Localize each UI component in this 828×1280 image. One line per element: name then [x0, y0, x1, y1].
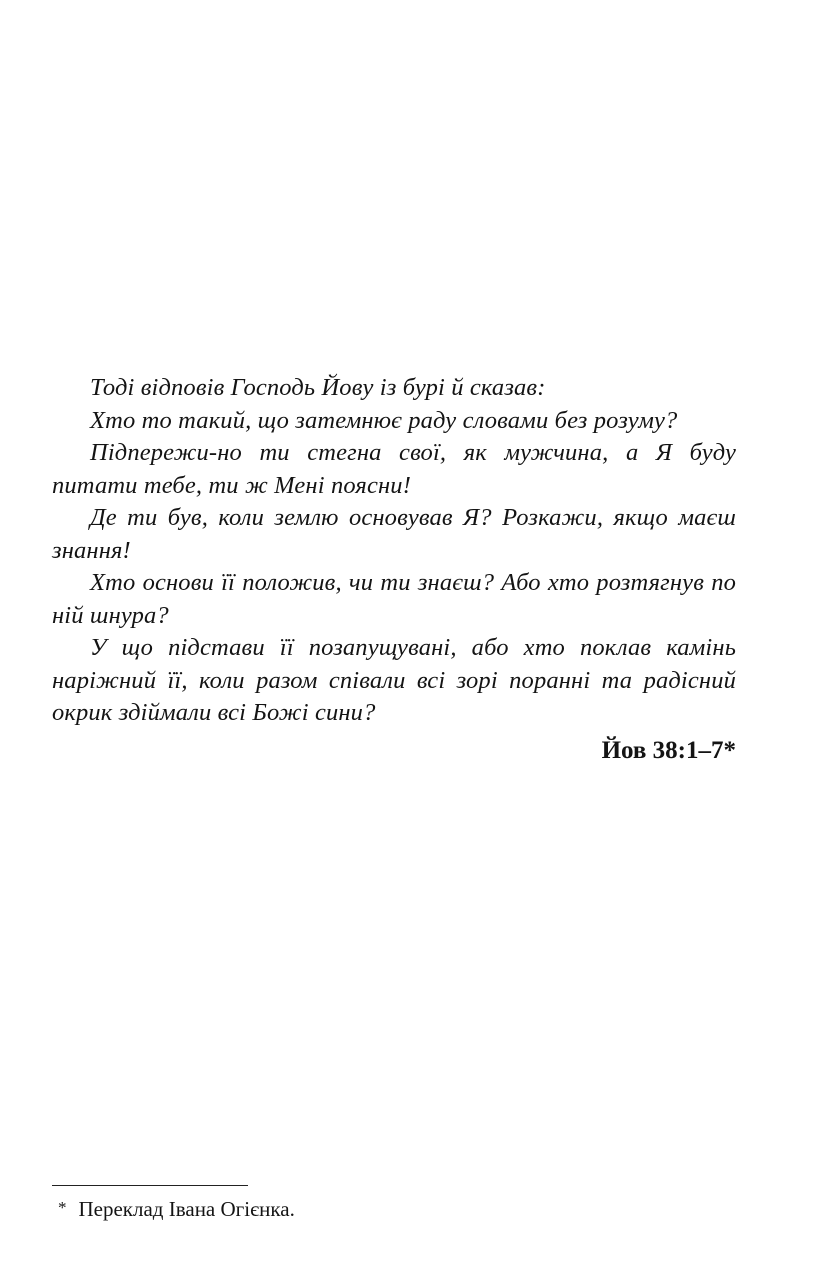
verse-3: Підпережи-но ти стегна свої, як мужчина, а Я буду питати тебе, ти ж Мені поясни!	[52, 439, 736, 499]
footnote-divider	[52, 1185, 248, 1186]
epigraph	[52, 372, 736, 730]
verse-2: Хто то такий, що затемнює раду словами без розуму?	[90, 406, 678, 434]
verse-6: У що підстави її позапущувані, або хто поклав камінь наріжний її, коли разом співали всі зорі поранні та радісний окрик здіймали всі Божі сини?	[52, 634, 736, 726]
footnote	[58, 1193, 295, 1224]
verse-1: Тоді відповів Господь Йову із бурі й сказав:	[90, 374, 546, 401]
scripture-reference: Йов 38:1–7*	[601, 737, 736, 764]
footnote-marker: *	[58, 1198, 67, 1217]
verse-4: Де ти був, коли землю основував Я? Розкажи, якщо маєш знання!	[52, 504, 736, 564]
footnote-text: Переклад Івана Огієнка.	[78, 1197, 295, 1221]
verse-5: Хто основи її положив, чи ти знаєш? Або хто розтягнув по ній шнура?	[52, 569, 736, 629]
